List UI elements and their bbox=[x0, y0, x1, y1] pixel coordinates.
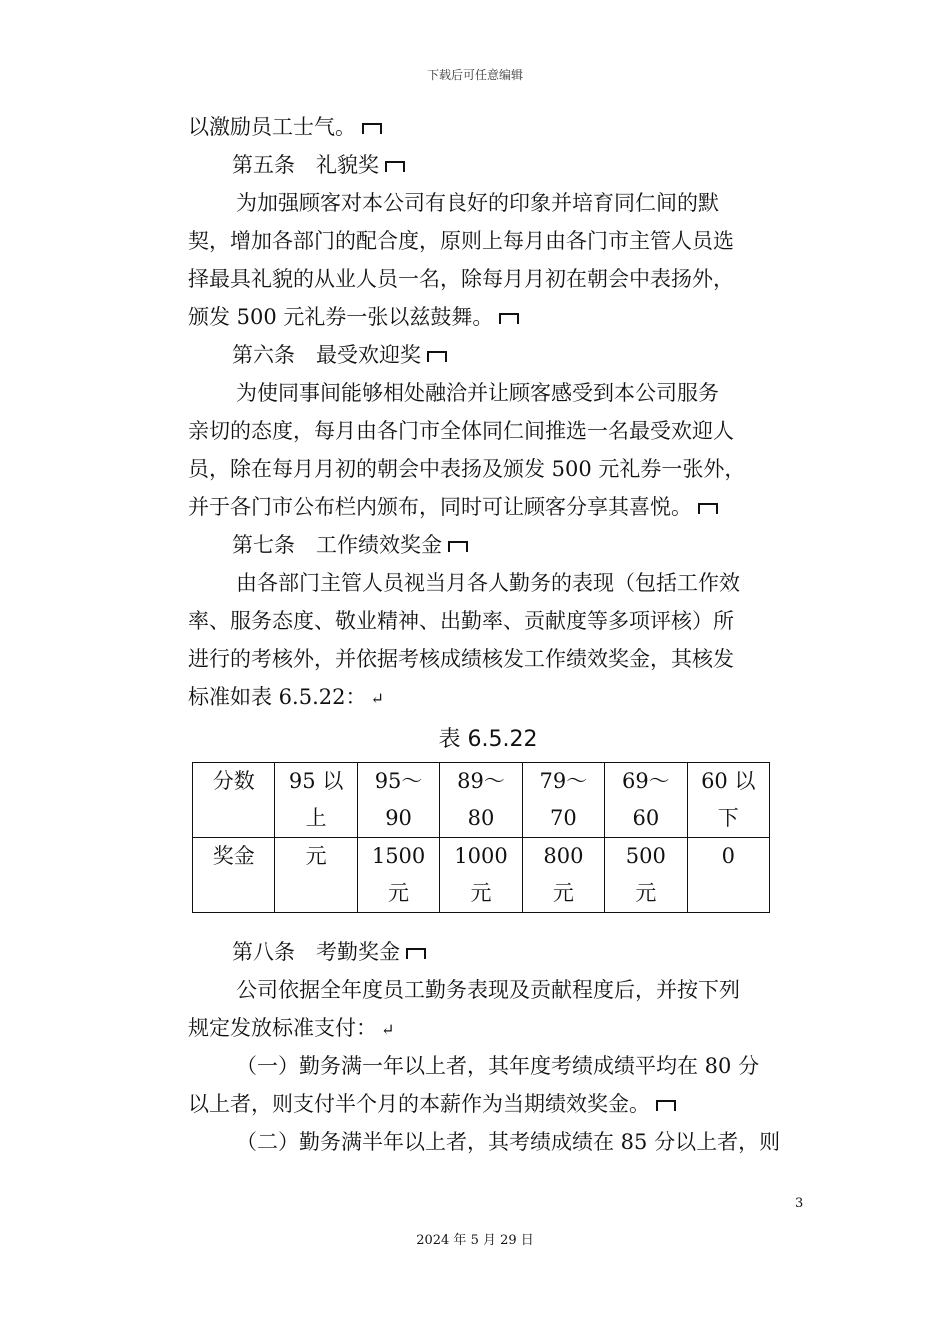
article-heading: 第五条 礼貌奖 bbox=[188, 146, 788, 184]
table-cell: 奖金 bbox=[193, 838, 275, 913]
table-row bbox=[193, 838, 770, 913]
paragraph-line: 率、服务态度、敬业精神、出勤率、贡献度等多项评核）所 bbox=[188, 609, 734, 633]
table-cell: 500 元 bbox=[605, 838, 687, 913]
paragraph-mark-icon bbox=[448, 541, 468, 552]
table-cell: 800 元 bbox=[522, 838, 604, 913]
paragraph-line: 为使同事间能够相处融洽并让顾客感受到本公司服务 bbox=[236, 381, 719, 405]
line-break-arrow-icon: ↵ bbox=[370, 689, 384, 708]
table-cell: 1500 元 bbox=[357, 838, 439, 913]
table-cell: 元 bbox=[275, 838, 357, 913]
paragraph-line: 由各部门主管人员视当月各人勤务的表现（包括工作效 bbox=[236, 571, 740, 595]
article-heading: 第七条 工作绩效奖金 bbox=[188, 526, 788, 564]
page-number: 3 bbox=[795, 1196, 804, 1211]
paragraph-mark-icon bbox=[362, 123, 382, 134]
table-cell: 95～ 90 bbox=[357, 763, 439, 838]
table-cell: 1000 元 bbox=[440, 838, 522, 913]
paragraph-mark-icon bbox=[427, 351, 447, 362]
table-cell: 95 以 上 bbox=[275, 763, 357, 838]
paragraph-mark-icon bbox=[698, 503, 718, 514]
table-caption: 表 6.5.22 bbox=[438, 727, 538, 752]
paragraph-mark-icon bbox=[499, 313, 519, 324]
paragraph-line: 公司依据全年度员工勤务表现及贡献程度后，并按下列 bbox=[236, 978, 740, 1002]
table-cell: 0 bbox=[687, 838, 769, 913]
paragraph-line: （二）勤务满半年以上者，其考绩成绩在 85 分以上者，则 bbox=[236, 1130, 781, 1154]
table-row bbox=[193, 763, 770, 838]
paragraph-line: 标准如表 6.5.22： ↵ bbox=[188, 678, 788, 716]
bonus-table bbox=[192, 762, 770, 913]
paragraph-mark-icon bbox=[406, 948, 426, 959]
page-footer-date: 2024 年 5 月 29 日 bbox=[416, 1233, 534, 1248]
paragraph-line: （一）勤务满一年以上者，其年度考绩成绩平均在 80 分 bbox=[236, 1054, 760, 1078]
paragraph-line: 契，增加各部门的配合度，原则上每月由各门市主管人员选 bbox=[188, 229, 734, 253]
paragraph-mark-icon bbox=[385, 161, 405, 172]
paragraph-line: 择最具礼貌的从业人员一名，除每月月初在朝会中表扬外， bbox=[188, 267, 734, 291]
article-heading: 第六条 最受欢迎奖 bbox=[188, 336, 788, 374]
paragraph-line: 并于各门市公布栏内颁布，同时可让顾客分享其喜悦。 bbox=[188, 488, 788, 526]
line-break-arrow-icon: ↵ bbox=[381, 1020, 395, 1039]
paragraph-line: 以激励员工士气。 bbox=[188, 108, 788, 146]
paragraph-line: 为加强顾客对本公司有良好的印象并培育同仁间的默 bbox=[236, 191, 719, 215]
paragraph-line: 员，除在每月月初的朝会中表扬及颁发 500 元礼券一张外， bbox=[188, 457, 746, 481]
page-header: 下载后可任意编辑 bbox=[426, 68, 523, 82]
document-body bbox=[188, 108, 788, 1161]
table-cell: 69～ 60 bbox=[605, 763, 687, 838]
table-cell: 89～ 80 bbox=[440, 763, 522, 838]
paragraph-line: 以上者，则支付半个月的本薪作为当期绩效奖金。 bbox=[188, 1085, 788, 1123]
table-cell: 60 以 下 bbox=[687, 763, 769, 838]
paragraph-line: 颁发 500 元礼券一张以兹鼓舞。 bbox=[188, 298, 788, 336]
article-heading: 第八条 考勤奖金 bbox=[188, 933, 788, 971]
table-cell: 79～ 70 bbox=[522, 763, 604, 838]
paragraph-mark-icon bbox=[656, 1100, 676, 1111]
paragraph-line: 规定发放标准支付： ↵ bbox=[188, 1009, 788, 1047]
paragraph-line: 进行的考核外，并依据考核成绩核发工作绩效奖金，其核发 bbox=[188, 647, 734, 671]
paragraph-line: 亲切的态度，每月由各门市全体同仁间推选一名最受欢迎人 bbox=[188, 419, 734, 443]
table-cell: 分数 bbox=[193, 763, 275, 838]
